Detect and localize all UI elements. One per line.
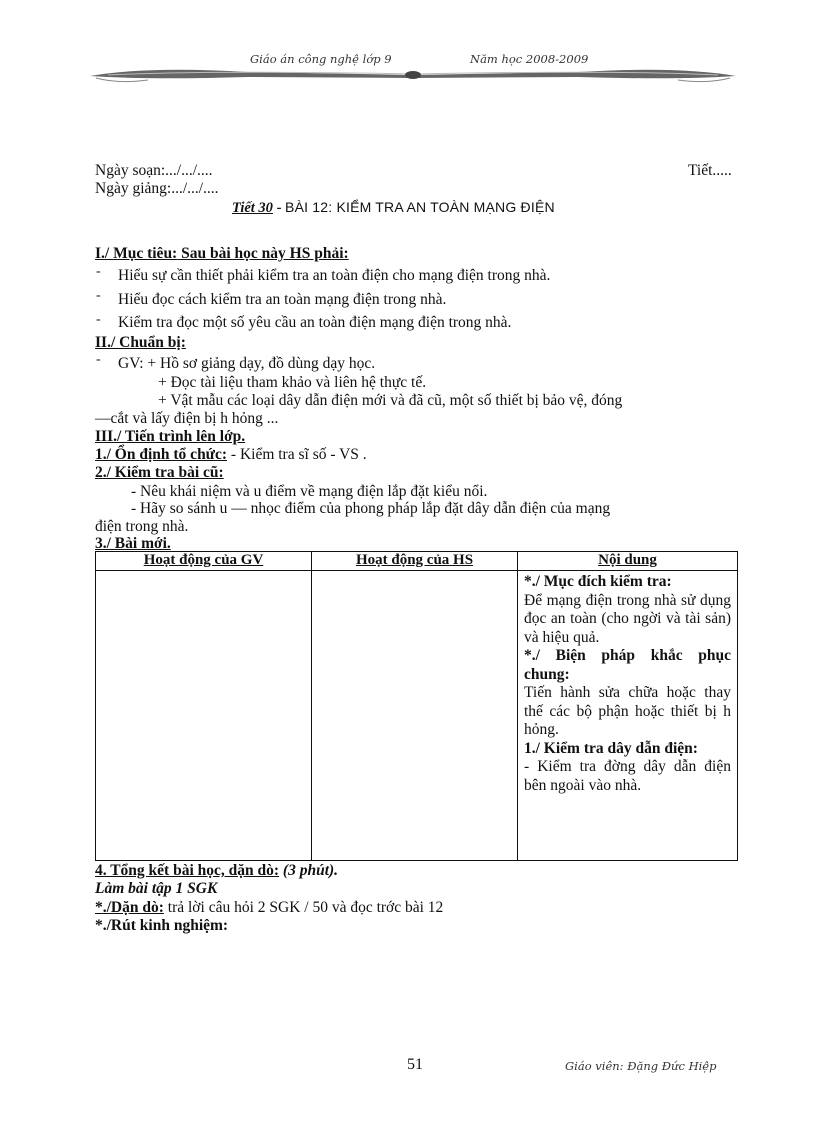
tiet: Tiết..... [688,162,732,179]
table-header-hs: Hoạt động của HS [312,552,518,571]
dan-do-text: trả lời câu hỏi 2 SGK / 50 và đọc trớc bài 12 [163,899,444,916]
step-2-question-2-cont: điện trong nhà. [95,518,189,535]
content-heading-wire-check: 1./ Kiểm tra dây dẫn điện: [524,739,698,757]
section-1-label: I./ Mục tiêu: [95,245,178,262]
bullet-dash: - [96,288,101,303]
section-2-heading: II./ Chuẩn bị: [95,334,186,351]
bullet-dash: - [96,352,101,367]
teacher-name: Giáo viên: Đặng Đức Hiệp [565,1059,717,1073]
prep-line-1: GV: + Hồ sơ giảng dạy, đồ dùng dạy học. [118,355,376,372]
content-heading-remedy: *./ Biện pháp khắc phục chung: [524,647,731,683]
lesson-name: BÀI 12: KIỂM TRA AN TOÀN MẠNG ĐIỆN [285,199,555,215]
dan-do [95,899,443,917]
content-heading-purpose: *./ Mục đích kiểm tra: [524,573,672,590]
bullet-dash: - [96,264,101,279]
objective-item: Hiểu sự cần thiết phải kiểm tra an toàn điện cho mạng điện trong nhà. [118,267,551,284]
step-2-heading: 2./ Kiểm tra bài cũ: [95,464,224,481]
step-2-question-1: - Nêu khái niệm và u điểm về mạng điện lắp đặt kiểu nổi. [131,483,488,500]
rut-kinh-nghiem: *./Rút kinh nghiệm: [95,917,229,934]
header-ornament [88,62,738,86]
lesson-number: Tiết 30 [232,200,273,216]
content-purpose-text: Để mạng điện trong nhà sử dụng đọc an toàn (cho ngời và tài sản) và hiệu quả. [524,591,731,646]
step-3-heading: 3./ Bài mới. [95,535,171,552]
section-1-subtitle: Sau bài học này HS phải: [177,245,349,262]
section-4-label: 4. Tổng kết bài học, dặn dò: [95,862,280,879]
table-row [96,571,738,861]
section-3-heading: III./ Tiến trình lên lớp. [95,428,246,445]
content-wire-check-text: - Kiểm tra đờng dây dẫn điện bên ngoài vào nhà. [524,758,731,794]
lesson-activity-table [95,551,738,861]
header-left: Giáo án công nghệ lớp 9 [250,52,392,66]
bullet-dash: - [96,312,101,327]
table-header-content: Nội dung [518,552,738,571]
homework-line: Làm bài tập 1 SGK [95,880,218,897]
dan-do-label: *./Dặn dò: [95,899,164,916]
step-1-heading: 1./ Ổn định tổ chức: [95,446,228,463]
section-1-heading [95,245,349,263]
objective-item: Kiểm tra đọc một số yêu cầu an toàn điện mạng điện trong nhà. [118,314,512,331]
table-header-row [96,552,738,571]
prep-line-4: —cắt và lấy điện bị h hỏng ... [95,410,279,427]
step-2-question-2: - Hãy so sánh u — nhọc điểm của phong pháp lắp đặt dây dẫn điện của mạng [131,500,611,517]
objective-item: Hiểu đọc cách kiểm tra an toàn mạng điện trong nhà. [118,291,447,308]
step-1 [95,446,367,464]
section-4-time: (3 phút). [279,862,339,879]
table-header-gv: Hoạt động của GV [96,552,312,571]
header-right: Năm học 2008-2009 [470,52,589,66]
content-cell [518,571,738,861]
lesson-title [232,199,555,217]
page-number: 51 [407,1056,423,1073]
teacher-activity-cell [96,571,312,861]
ngay-soan: Ngày soạn:.../.../.... [95,162,213,179]
section-4-heading [95,862,338,880]
prep-line-3: + Vật mẫu các loại dây dẫn điện mới và đã cũ, một số thiết bị bảo vệ, đóng [158,392,623,409]
student-activity-cell [312,571,518,861]
step-1-text: - Kiểm tra sĩ số - VS . [227,446,367,463]
content-remedy-text: Tiến hành sửa chữa hoặc thay thế các bộ phận hoặc thiết bị h hỏng. [524,684,731,738]
ngay-giang: Ngày giảng:.../.../.... [95,180,219,197]
title-separator: - [272,200,286,216]
prep-line-2: + Đọc tài liệu tham khảo và liên hệ thực tế. [158,374,427,391]
